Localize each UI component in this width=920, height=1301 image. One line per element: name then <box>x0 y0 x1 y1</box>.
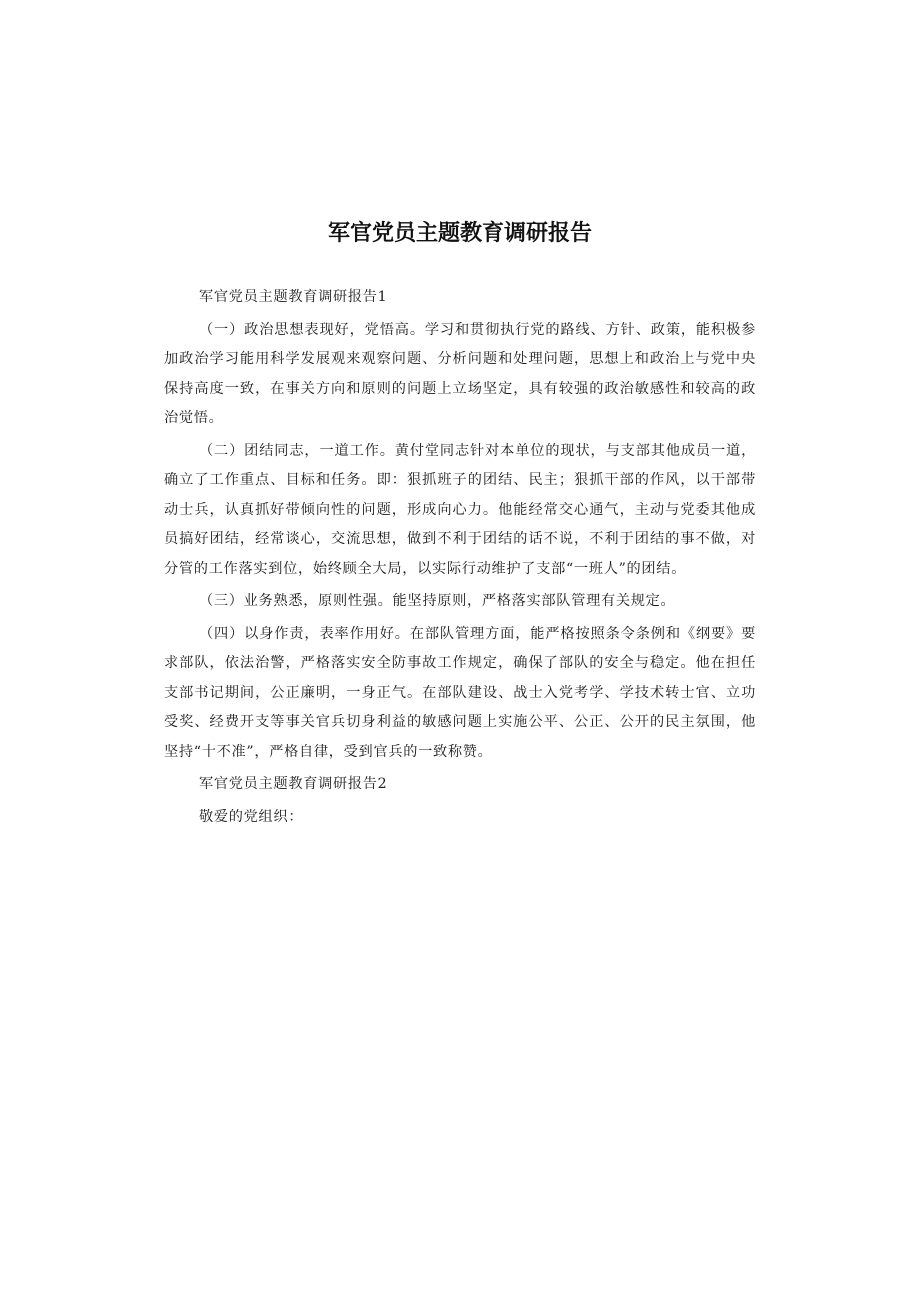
report-heading-1: 军官党员主题教育调研报告1 <box>199 289 388 305</box>
document-title: 军官党员主题教育调研报告 <box>327 221 592 246</box>
paragraph-unity: （二）团结同志，一道工作。黄付堂同志针对本单位的现状，与支部其他成员一道，确立了工作重点、目标和任务。即：狠抓班子的团结、民主；狠抓干部的作风，以干部带动士兵，认真抓好带倾向性的问题，形成向心力。他能经常交心通气，主动与党委其他成员搞好团结，经常谈心，交流思想，做到不利于团结的话不说，不利于团结的事不做，对分管的工作落实到位，始终顾全大局，以实际行动维护了支部“一班人”的团结。 <box>164 442 756 577</box>
paragraph-business: （三）业务熟悉，原则性强。能坚持原则，严格落实部队管理有关规定。 <box>199 593 676 609</box>
salutation: 敬爱的党组织： <box>199 808 304 825</box>
document-body <box>164 283 756 835</box>
report-heading-2: 军官党员主题教育调研报告2 <box>199 776 388 792</box>
paragraph-political: （一）政治思想表现好，党悟高。学习和贯彻执行党的路线、方针、政策，能积极参加政治学习能用科学发展观来观察问题、分析问题和处理问题，思想上和政治上与党中央保持高度一致，在事关方向和原则的问题上立场坚定，具有较强的政治敏感性和较高的政治觉悟。 <box>164 321 756 426</box>
paragraph-example: （四）以身作责，表率作用好。在部队管理方面，能严格按照条令条例和《纲要》要求部队，依法治警，严格落实安全防事故工作规定，确保了部队的安全与稳定。他在担任支部书记期间，公正廉明，一身正气。在部队建设、战士入党考学、学技术转士官、立功受奖、经费开支等事关官兵切身利益的敏感问题上实施公平、公正、公开的民主氛围，他坚持“十不准”，严格自律，受到官兵的一致称赞。 <box>164 625 756 760</box>
